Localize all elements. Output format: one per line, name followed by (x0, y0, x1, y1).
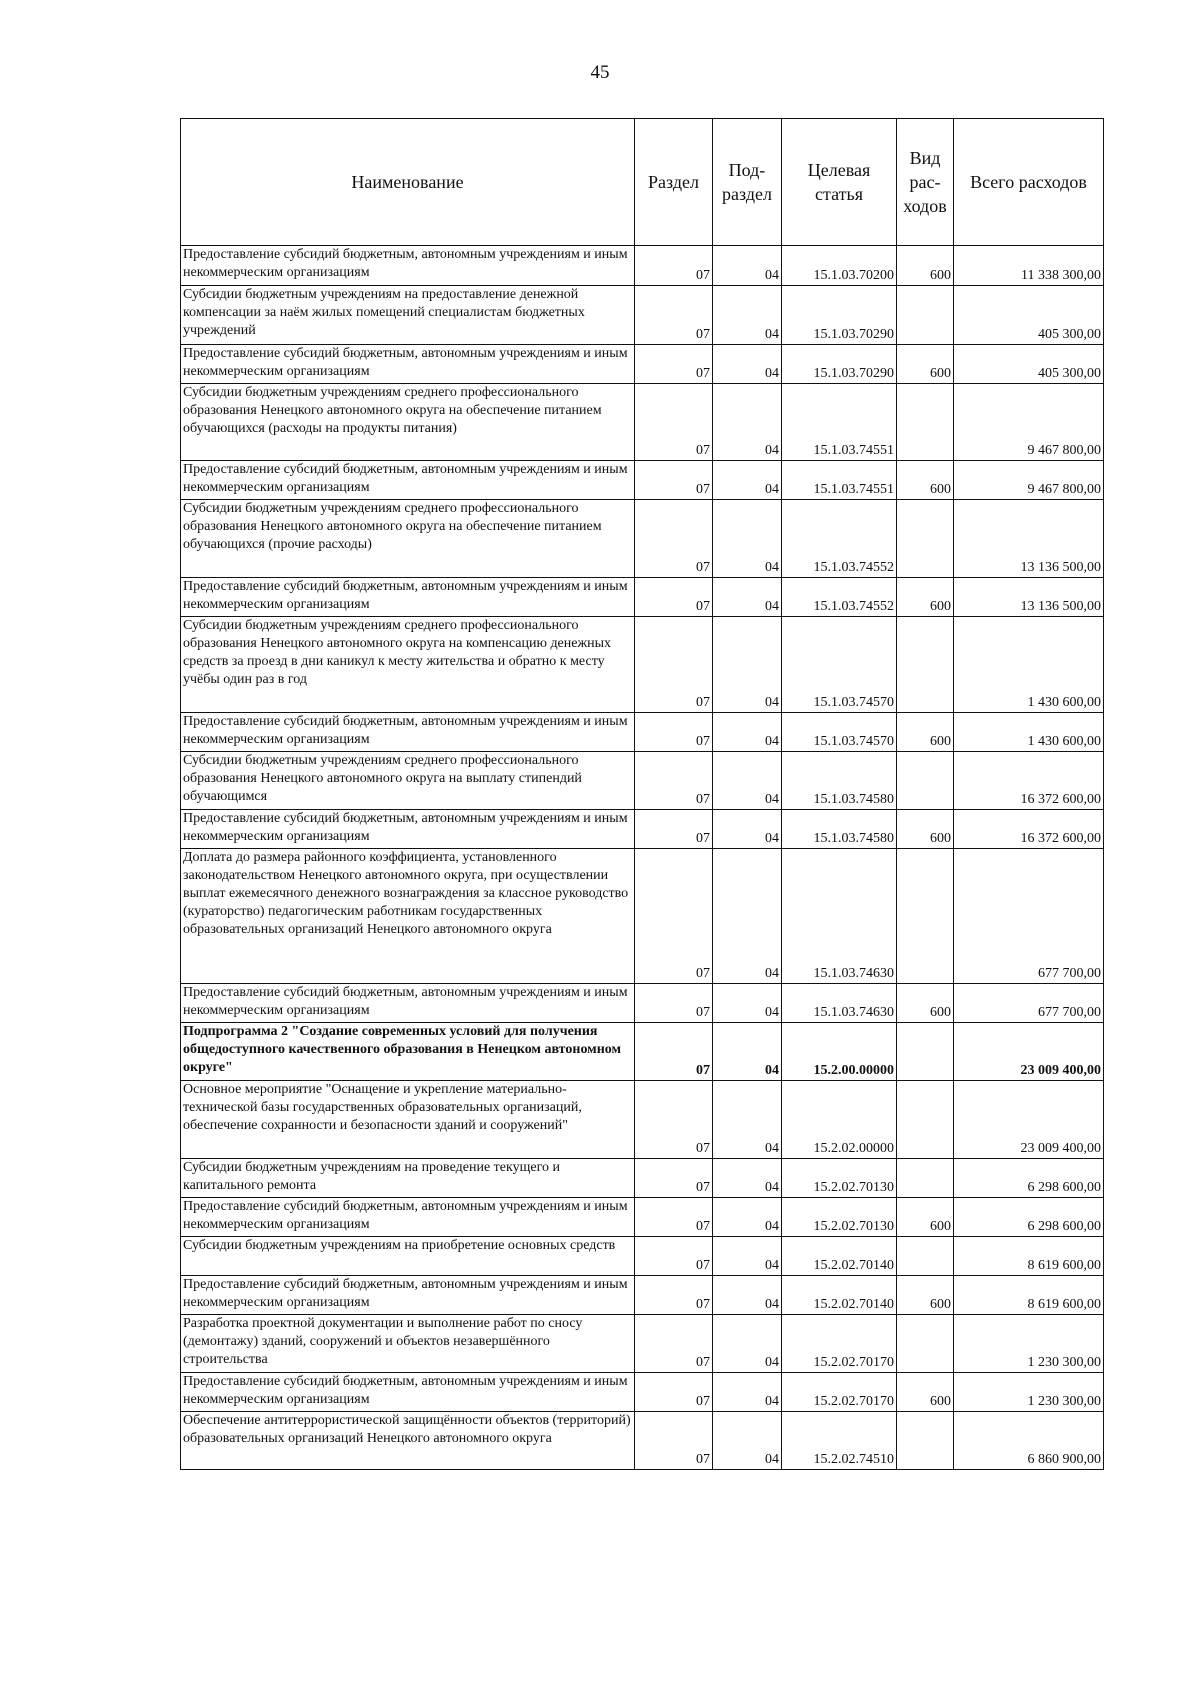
table-row (181, 578, 1104, 617)
row-total: 23 009 400,00 (954, 1081, 1104, 1159)
row-total: 16 372 600,00 (954, 752, 1104, 810)
row-subsection: 04 (713, 1237, 782, 1276)
row-total: 23 009 400,00 (954, 1023, 1104, 1081)
row-total: 9 467 800,00 (954, 461, 1104, 500)
row-subsection: 04 (713, 984, 782, 1023)
row-target: 15.1.03.74551 (782, 384, 897, 461)
row-total: 1 430 600,00 (954, 713, 1104, 752)
row-name: Субсидии бюджетным учреждениям среднего профессионального образования Ненецкого автономного округа на выплату стипендий обучающимся (181, 752, 635, 810)
row-name: Предоставление субсидий бюджетным, автономным учреждениям и иным некоммерческим организациям (181, 984, 635, 1023)
row-section: 07 (635, 384, 713, 461)
row-expense-type (897, 1081, 954, 1159)
row-section: 07 (635, 578, 713, 617)
row-total: 11 338 300,00 (954, 246, 1104, 286)
row-total: 405 300,00 (954, 345, 1104, 384)
row-name: Подпрограмма 2 "Создание современных условий для получения общедоступного качественного образования в Ненецком автономном округе" (181, 1023, 635, 1081)
row-target: 15.2.02.70130 (782, 1198, 897, 1237)
row-name: Субсидии бюджетным учреждениям на проведение текущего и капитального ремонта (181, 1159, 635, 1198)
table-row (181, 849, 1104, 984)
row-total: 6 298 600,00 (954, 1198, 1104, 1237)
row-total: 405 300,00 (954, 286, 1104, 345)
row-target: 15.2.02.70130 (782, 1159, 897, 1198)
row-subsection: 04 (713, 810, 782, 849)
table-row (181, 286, 1104, 345)
row-target: 15.1.03.70290 (782, 286, 897, 345)
table-body (181, 246, 1104, 1470)
row-section: 07 (635, 461, 713, 500)
header-total: Всего расходов (954, 119, 1104, 246)
table-row (181, 384, 1104, 461)
table-row (181, 810, 1104, 849)
row-target: 15.2.02.74510 (782, 1412, 897, 1470)
row-expense-type: 600 (897, 1276, 954, 1315)
row-section: 07 (635, 1373, 713, 1412)
row-subsection: 04 (713, 578, 782, 617)
row-expense-type: 600 (897, 984, 954, 1023)
row-name: Субсидии бюджетным учреждениям среднего профессионального образования Ненецкого автономного округа на обеспечение питанием обучающихся (расходы на продукты питания) (181, 384, 635, 461)
row-subsection: 04 (713, 617, 782, 713)
header-section: Раздел (635, 119, 713, 246)
row-total: 8 619 600,00 (954, 1237, 1104, 1276)
row-expense-type (897, 1237, 954, 1276)
row-section: 07 (635, 1159, 713, 1198)
row-section: 07 (635, 617, 713, 713)
table-row (181, 713, 1104, 752)
row-expense-type (897, 286, 954, 345)
row-expense-type (897, 500, 954, 578)
row-subsection: 04 (713, 713, 782, 752)
row-expense-type: 600 (897, 1373, 954, 1412)
row-expense-type: 600 (897, 345, 954, 384)
row-section: 07 (635, 849, 713, 984)
table-row (181, 1081, 1104, 1159)
row-subsection: 04 (713, 500, 782, 578)
row-target: 15.2.02.70140 (782, 1237, 897, 1276)
row-expense-type: 600 (897, 461, 954, 500)
table-row (181, 1198, 1104, 1237)
row-subsection: 04 (713, 384, 782, 461)
row-name: Субсидии бюджетным учреждениям среднего профессионального образования Ненецкого автономного округа на обеспечение питанием обучающихся (прочие расходы) (181, 500, 635, 578)
row-target: 15.2.02.70170 (782, 1315, 897, 1373)
row-total: 1 230 300,00 (954, 1373, 1104, 1412)
table-row (181, 1412, 1104, 1470)
row-total: 1 430 600,00 (954, 617, 1104, 713)
row-name: Предоставление субсидий бюджетным, автономным учреждениям и иным некоммерческим организациям (181, 1198, 635, 1237)
row-subsection: 04 (713, 461, 782, 500)
header-name: Наименование (181, 119, 635, 246)
row-subsection: 04 (713, 1315, 782, 1373)
row-name: Субсидии бюджетным учреждениям на предоставление денежной компенсации за наём жилых помещений специалистам бюджетных учреждений (181, 286, 635, 345)
row-expense-type: 600 (897, 578, 954, 617)
row-name: Предоставление субсидий бюджетным, автономным учреждениям и иным некоммерческим организациям (181, 713, 635, 752)
row-section: 07 (635, 246, 713, 286)
row-expense-type (897, 752, 954, 810)
row-target: 15.1.03.74570 (782, 617, 897, 713)
row-section: 07 (635, 1276, 713, 1315)
row-name: Предоставление субсидий бюджетным, автономным учреждениям и иным некоммерческим организациям (181, 1276, 635, 1315)
row-section: 07 (635, 1315, 713, 1373)
row-expense-type (897, 849, 954, 984)
row-target: 15.1.03.74580 (782, 810, 897, 849)
row-name: Разработка проектной документации и выполнение работ по сносу (демонтажу) зданий, сооружений и объектов незавершённого строительства (181, 1315, 635, 1373)
row-expense-type (897, 384, 954, 461)
table-row (181, 500, 1104, 578)
header-expense-type: Вид рас-ходов (897, 119, 954, 246)
row-name: Предоставление субсидий бюджетным, автономным учреждениям и иным некоммерческим организациям (181, 578, 635, 617)
row-total: 677 700,00 (954, 984, 1104, 1023)
row-name: Предоставление субсидий бюджетным, автономным учреждениям и иным некоммерческим организациям (181, 345, 635, 384)
row-subsection: 04 (713, 1023, 782, 1081)
page-number: 45 (590, 62, 610, 83)
row-expense-type: 600 (897, 1198, 954, 1237)
row-name: Обеспечение антитеррористической защищённости объектов (территорий) образовательных организаций Ненецкого автономного округа (181, 1412, 635, 1470)
row-total: 6 860 900,00 (954, 1412, 1104, 1470)
row-total: 677 700,00 (954, 849, 1104, 984)
table-row (181, 984, 1104, 1023)
table-row (181, 1159, 1104, 1198)
row-target: 15.1.03.70290 (782, 345, 897, 384)
table-row (181, 246, 1104, 286)
row-expense-type: 600 (897, 810, 954, 849)
row-target: 15.2.00.00000 (782, 1023, 897, 1081)
row-expense-type (897, 1315, 954, 1373)
row-section: 07 (635, 752, 713, 810)
row-total: 8 619 600,00 (954, 1276, 1104, 1315)
row-target: 15.1.03.74630 (782, 849, 897, 984)
row-subsection: 04 (713, 1159, 782, 1198)
row-section: 07 (635, 1198, 713, 1237)
table-row (181, 1373, 1104, 1412)
row-name: Основное мероприятие "Оснащение и укрепление материально-технической базы государственных образовательных организаций, обеспечение сохранности и безопасности зданий и сооружений" (181, 1081, 635, 1159)
row-expense-type (897, 1412, 954, 1470)
row-name: Доплата до размера районного коэффициента, установленного законодательством Ненецкого автономного округа, при осуществлении выплат ежемесячного денежного вознаграждения за классное руководство (кураторство) педагогическим работникам государственных образовательных организаций Ненецкого автономного округа (181, 849, 635, 984)
row-total: 6 298 600,00 (954, 1159, 1104, 1198)
row-target: 15.1.03.74552 (782, 500, 897, 578)
row-section: 07 (635, 984, 713, 1023)
row-subsection: 04 (713, 849, 782, 984)
table-row (181, 461, 1104, 500)
table-row (181, 1237, 1104, 1276)
row-subsection: 04 (713, 286, 782, 345)
row-subsection: 04 (713, 1412, 782, 1470)
row-subsection: 04 (713, 1198, 782, 1237)
row-subsection: 04 (713, 1276, 782, 1315)
row-section: 07 (635, 1237, 713, 1276)
row-total: 1 230 300,00 (954, 1315, 1104, 1373)
row-expense-type: 600 (897, 246, 954, 286)
row-name: Субсидии бюджетным учреждениям на приобретение основных средств (181, 1237, 635, 1276)
row-target: 15.1.03.70200 (782, 246, 897, 286)
row-section: 07 (635, 1081, 713, 1159)
row-target: 15.1.03.74570 (782, 713, 897, 752)
row-expense-type: 600 (897, 713, 954, 752)
row-target: 15.2.02.70140 (782, 1276, 897, 1315)
table-row (181, 752, 1104, 810)
row-total: 16 372 600,00 (954, 810, 1104, 849)
row-subsection: 04 (713, 246, 782, 286)
row-subsection: 04 (713, 1373, 782, 1412)
row-subsection: 04 (713, 345, 782, 384)
row-target: 15.1.03.74552 (782, 578, 897, 617)
table-row (181, 345, 1104, 384)
row-section: 07 (635, 1412, 713, 1470)
table-header-row (181, 119, 1104, 246)
row-target: 15.2.02.70170 (782, 1373, 897, 1412)
row-name: Предоставление субсидий бюджетным, автономным учреждениям и иным некоммерческим организациям (181, 810, 635, 849)
row-target: 15.1.03.74630 (782, 984, 897, 1023)
row-name: Предоставление субсидий бюджетным, автономным учреждениям и иным некоммерческим организациям (181, 1373, 635, 1412)
row-section: 07 (635, 286, 713, 345)
row-expense-type (897, 1023, 954, 1081)
row-section: 07 (635, 713, 713, 752)
row-total: 13 136 500,00 (954, 500, 1104, 578)
row-total: 13 136 500,00 (954, 578, 1104, 617)
header-subsection: Под-раздел (713, 119, 782, 246)
table-row (181, 1023, 1104, 1081)
table-row (181, 617, 1104, 713)
row-section: 07 (635, 810, 713, 849)
table-row (181, 1315, 1104, 1373)
row-name: Предоставление субсидий бюджетным, автономным учреждениям и иным некоммерческим организациям (181, 461, 635, 500)
row-target: 15.1.03.74551 (782, 461, 897, 500)
row-expense-type (897, 1159, 954, 1198)
table-row (181, 1276, 1104, 1315)
row-expense-type (897, 617, 954, 713)
row-subsection: 04 (713, 1081, 782, 1159)
row-total: 9 467 800,00 (954, 384, 1104, 461)
row-name: Предоставление субсидий бюджетным, автономным учреждениям и иным некоммерческим организациям (181, 246, 635, 286)
row-subsection: 04 (713, 752, 782, 810)
budget-table (180, 118, 1104, 1470)
row-name: Субсидии бюджетным учреждениям среднего профессионального образования Ненецкого автономного округа на компенсацию денежных средств за проезд в дни каникул к месту жительства и обратно к месту учёбы один раз в год (181, 617, 635, 713)
row-target: 15.1.03.74580 (782, 752, 897, 810)
row-section: 07 (635, 345, 713, 384)
row-target: 15.2.02.00000 (782, 1081, 897, 1159)
row-section: 07 (635, 1023, 713, 1081)
header-target: Целевая статья (782, 119, 897, 246)
row-section: 07 (635, 500, 713, 578)
